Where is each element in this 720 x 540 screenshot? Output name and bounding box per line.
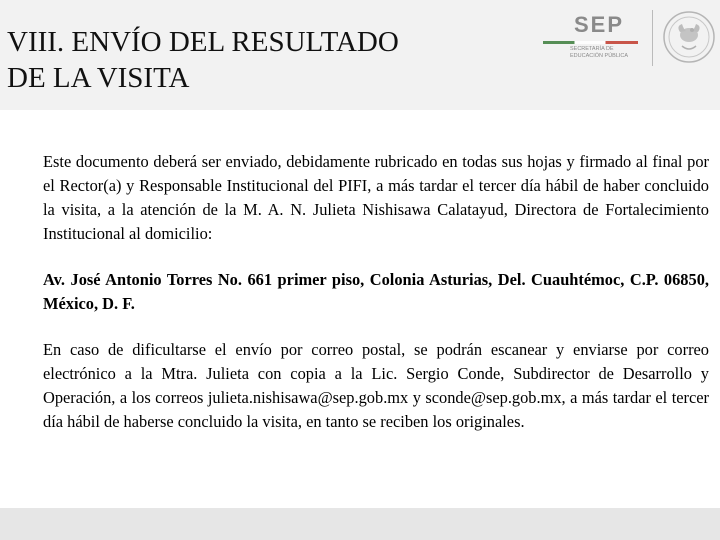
footer-band xyxy=(0,508,720,540)
title-line-2: DE LA VISITA xyxy=(7,62,190,94)
logo-divider xyxy=(652,10,653,66)
mailing-address: Av. José Antonio Torres No. 661 primer piso, Colonia Asturias, Del. Cuauhtémoc, C.P. 06850, México, D. F. xyxy=(43,270,709,313)
document-body xyxy=(43,150,709,456)
sep-logo xyxy=(540,8,715,68)
header-band xyxy=(0,0,720,110)
sep-logo-subtext xyxy=(570,46,630,60)
sep-logo-text: SEP xyxy=(574,12,625,37)
flag-color-bar xyxy=(543,41,638,44)
title-line-1: VIII. ENVÍO DEL RESULTADO xyxy=(7,26,399,58)
instructions-paragraph: Este documento deberá ser enviado, debidamente rubricado en todas sus hojas y firmado al final por el Rector(a) y Responsable Institucional del PIFI, a más tardar el tercer día hábil de haber concluido la visita, a la atención de la M. A. N. Julieta Nishisawa Calatayud, Directora de Fortalecimiento Institucional al domicilio: xyxy=(43,152,709,243)
page-title xyxy=(7,24,527,96)
sep-subtext-line-2: EDUCACIÓN PÚBLICA xyxy=(570,53,629,59)
sep-subtext-line-1: SECRETARÍA DE xyxy=(570,46,614,52)
email-alternative-paragraph: En caso de dificultarse el envío por correo postal, se podrán escanear y enviarse por correo electrónico a la Mtra. Julieta con copia a la Lic. Sergio Conde, Subdirector de Desarrollo y Operación, a los correos julieta.nishisawa@sep.gob.mx y sconde@sep.gob.mx, a más tardar el tercer día hábil de haberse concluido la visita, en tanto se reciben los originales. xyxy=(43,340,709,431)
national-seal-icon xyxy=(662,8,716,66)
